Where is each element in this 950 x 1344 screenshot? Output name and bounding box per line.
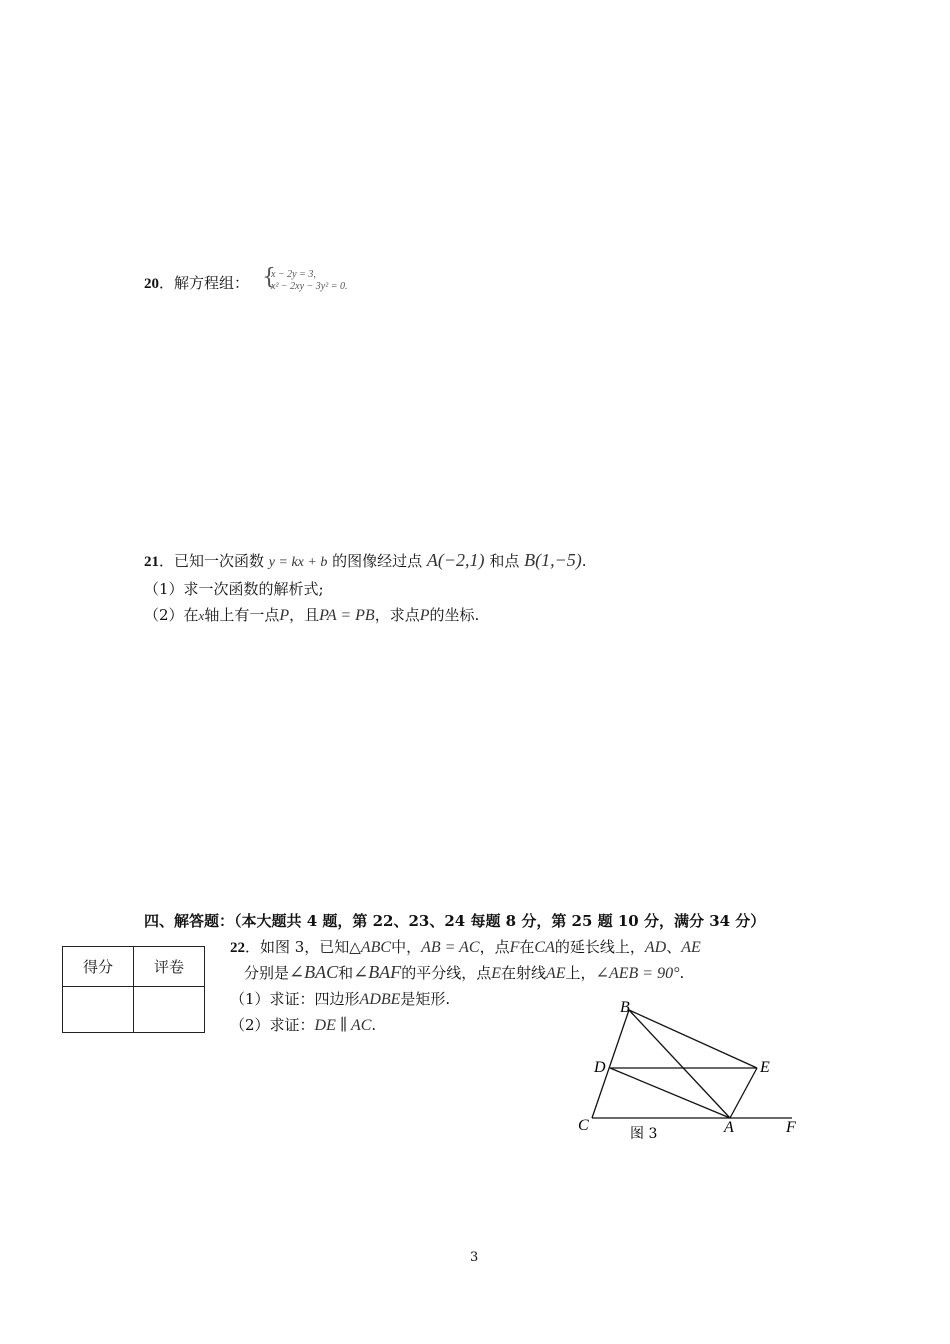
- line-be: [629, 1010, 757, 1068]
- question-number: 20: [144, 276, 159, 292]
- math-parallel: DE ∥ AC: [314, 1017, 372, 1034]
- math-ad: AD: [644, 939, 667, 956]
- text: 、: [666, 938, 682, 956]
- line-ea: [730, 1068, 757, 1118]
- function-expression: y = kx + b: [268, 555, 328, 570]
- question-20: [144, 272, 249, 293]
- q22-line2: [244, 962, 684, 983]
- question-number: 21: [144, 554, 159, 570]
- math-x: x: [198, 608, 205, 623]
- page-number: 3: [470, 1250, 479, 1265]
- text: ，求点: [374, 606, 420, 624]
- point-a: A(−2,1): [426, 550, 485, 570]
- question-21: [144, 550, 587, 571]
- math-angle-aeb: ∠AEB = 90°: [595, 965, 680, 982]
- math-equation: PA = PB: [319, 607, 375, 624]
- geometry-figure: [570, 990, 810, 1150]
- figure-caption: 图 3: [630, 1126, 658, 1142]
- point-b: B(1,−5): [524, 550, 582, 570]
- text: 的平分线，点: [401, 964, 492, 982]
- period: .: [581, 552, 587, 570]
- q22-sub2: [230, 1014, 376, 1035]
- text: （2）在: [144, 606, 199, 624]
- label-e: E: [760, 1059, 770, 1076]
- brace-icon: {: [262, 265, 276, 290]
- math-adbe: ADBE: [359, 991, 401, 1008]
- text: 的坐标.: [429, 606, 480, 624]
- math-angle-bac: ∠BAC: [289, 962, 339, 982]
- math-angle-baf: ∠BAF: [353, 962, 402, 982]
- question-number: 22: [230, 940, 245, 956]
- text: ，点: [479, 938, 510, 956]
- q22-sub1: [230, 988, 450, 1009]
- question-text: ．解方程组：: [159, 274, 250, 292]
- question-text: 和点: [489, 552, 520, 570]
- label-f: F: [786, 1119, 796, 1136]
- math-equation: AB = AC: [421, 939, 480, 956]
- math-p: P: [279, 607, 290, 624]
- text: 在: [519, 938, 535, 956]
- text: 轴上有一点: [204, 606, 280, 624]
- question-text: 的图像经过点: [332, 552, 423, 570]
- math-abc: ABC: [360, 939, 392, 956]
- math-ae: AE: [546, 965, 566, 982]
- text: .: [679, 964, 685, 982]
- text: 是矩形.: [400, 990, 451, 1008]
- section-heading: 四、解答题：（本大题共 4 题，第 22、23、24 每题 8 分，第 25 题 10 分，满分 34 分）: [144, 912, 766, 930]
- text: 的延长线上，: [554, 938, 645, 956]
- equation-1: x − 2y = 3,: [271, 269, 316, 280]
- q21-sub1: （1）求一次函数的解析式;: [144, 580, 324, 598]
- label-a: A: [724, 1119, 734, 1136]
- text: 分别是: [244, 964, 290, 982]
- question-text: ．已知一次函数: [159, 552, 265, 570]
- text: .: [371, 1016, 377, 1034]
- equation-2: x² − 2xy − 3y² = 0.: [271, 281, 348, 292]
- text: 在射线: [500, 964, 546, 982]
- grader-header: 评卷: [134, 947, 205, 987]
- math-p: P: [419, 607, 430, 624]
- text: （2）求证：: [230, 1016, 315, 1034]
- text: （1）求证：四边形: [230, 990, 360, 1008]
- q21-sub2: [144, 604, 479, 625]
- score-cell[interactable]: [63, 987, 134, 1033]
- label-b: B: [620, 999, 630, 1016]
- math-ca: CA: [534, 939, 555, 956]
- text: 和: [338, 964, 354, 982]
- text: ．如图 3，已知△: [245, 938, 361, 956]
- text: 中，: [391, 938, 422, 956]
- score-header: 得分: [63, 947, 134, 987]
- label-d: D: [594, 1059, 606, 1076]
- grader-cell[interactable]: [134, 987, 205, 1033]
- math-e: E: [491, 965, 501, 982]
- question-22: [230, 936, 701, 957]
- math-f: F: [509, 939, 520, 956]
- line-da: [610, 1068, 730, 1118]
- line-ba: [629, 1010, 730, 1118]
- text: ，且: [289, 606, 320, 624]
- label-c: C: [578, 1117, 589, 1134]
- text: 上，: [565, 964, 596, 982]
- score-table: [62, 946, 205, 1033]
- math-ae: AE: [681, 939, 701, 956]
